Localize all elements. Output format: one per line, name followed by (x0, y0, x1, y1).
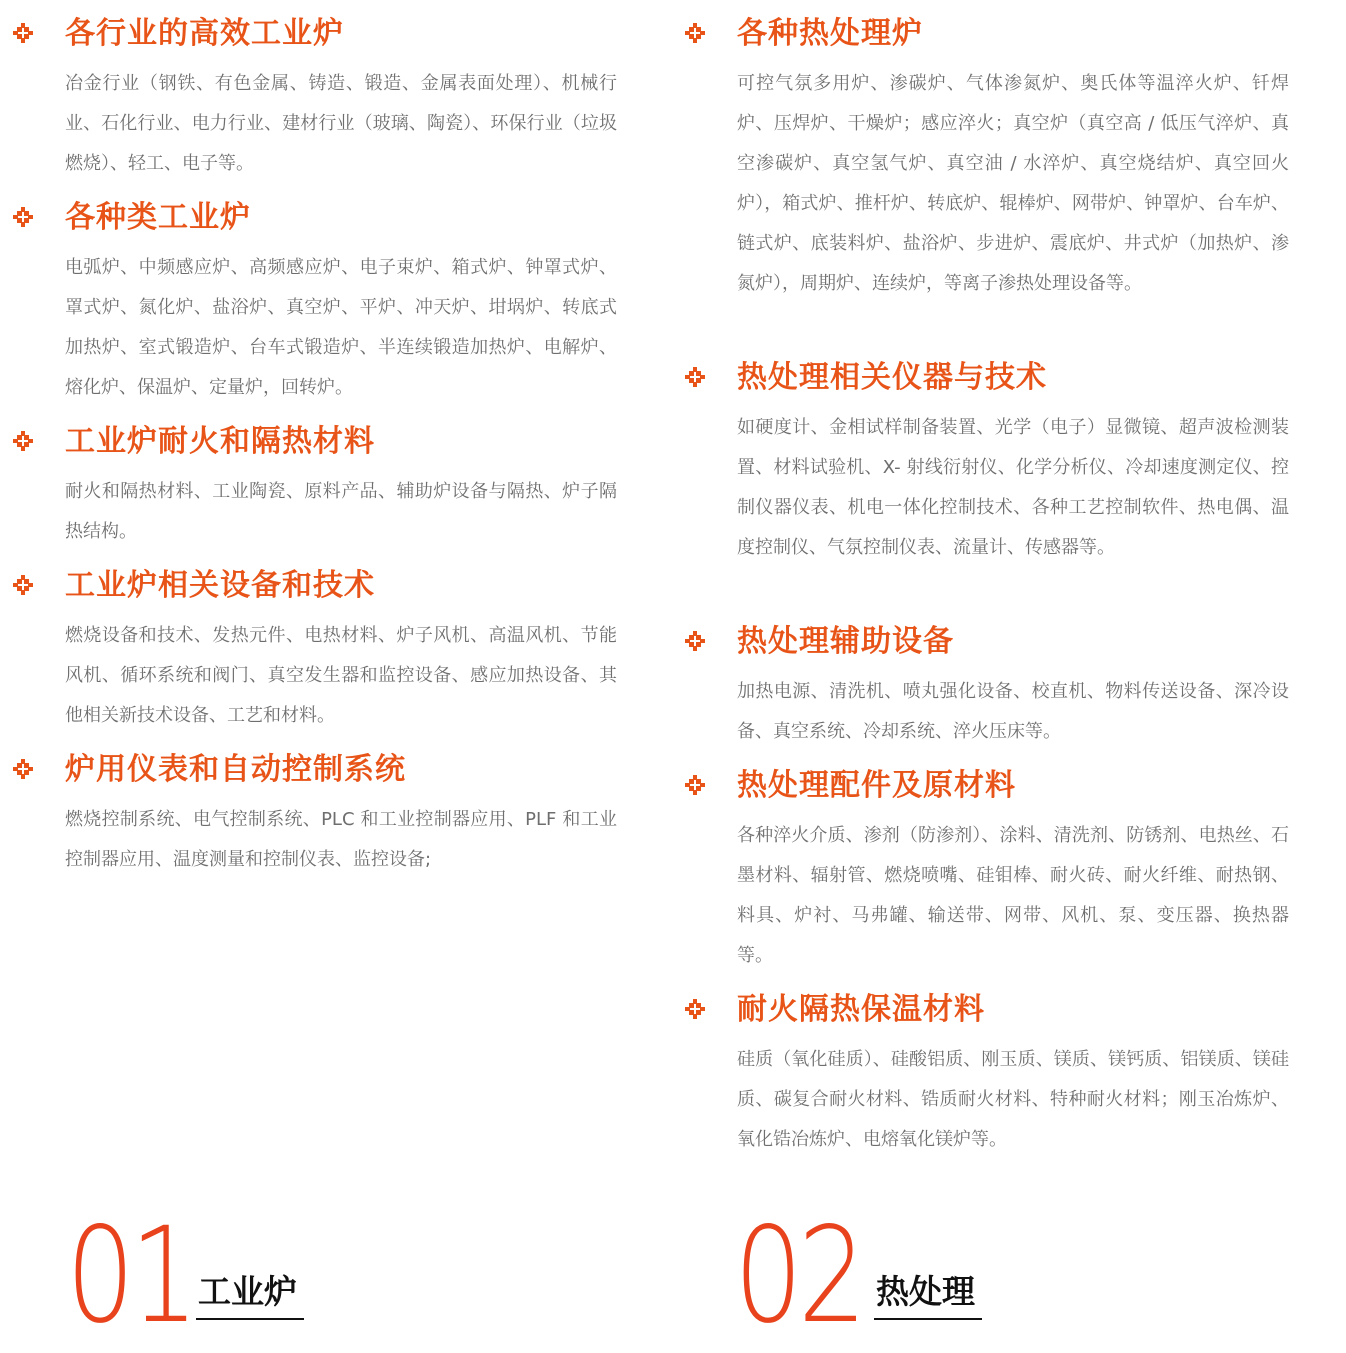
section-title: 热处理配件及原材料 (737, 768, 1016, 803)
section-text: 硅质（氧化硅质）、硅酸铝质、刚玉质、镁质、镁钙质、铝镁质、镁硅质、碳复合耐火材料、锆质耐火材料、特种耐火材料；刚玉冶炼炉、氧化锆冶炼炉、电熔氧化镁炉等。 (737, 1049, 1289, 1150)
footer-category-2 (734, 1199, 1004, 1353)
category-label: 热处理 (876, 1272, 975, 1311)
section-text: 冶金行业（钢铁、有色金属、铸造、锻造、金属表面处理）、机械行业、石化行业、电力行业、建材行业（玻璃、陶瓷）、环保行业（垃圾燃烧）、轻工、电子等。 (65, 73, 617, 174)
orange-asterisk-icon (684, 22, 706, 44)
orange-asterisk-icon (12, 430, 34, 452)
section-left-2 (0, 200, 660, 400)
category-underline (196, 1318, 304, 1320)
section-right-1 (672, 16, 1322, 336)
section-text: 燃烧控制系统、电气控制系统、PLC 和工业控制器应用、PLF 和工业控制器应用、温度测量和控制仪表、监控设备; (65, 809, 617, 870)
section-left-5 (0, 752, 660, 872)
section-left-4 (0, 568, 660, 728)
orange-asterisk-icon (12, 206, 34, 228)
section-right-3 (672, 624, 1322, 744)
section-title: 工业炉相关设备和技术 (65, 568, 375, 603)
section-text: 电弧炉、中频感应炉、高频感应炉、电子束炉、箱式炉、钟罩式炉、罩式炉、氮化炉、盐浴炉、真空炉、平炉、冲天炉、坩埚炉、转底式加热炉、室式锻造炉、台车式锻造炉、半连续锻造加热炉、电解炉、熔化炉、保温炉、定量炉，回转炉。 (65, 257, 617, 398)
section-title: 各种热处理炉 (737, 16, 923, 51)
orange-asterisk-icon (684, 998, 706, 1020)
section-right-5 (672, 992, 1322, 1152)
orange-asterisk-icon (684, 630, 706, 652)
section-text: 加热电源、清洗机、喷丸强化设备、校直机、物料传送设备、深冷设备、真空系统、冷却系统、淬火压床等。 (737, 681, 1289, 742)
section-title: 热处理辅助设备 (737, 624, 954, 659)
category-underline (874, 1318, 982, 1320)
section-text: 可控气氛多用炉、渗碳炉、气体渗氮炉、奥氏体等温淬火炉、钎焊炉、压焊炉、干燥炉；感应淬火；真空炉（真空高 / 低压气淬炉、真空渗碳炉、真空氢气炉、真空油 / 水淬炉、真空烧结炉、真空回火炉），箱式炉、推杆炉、转底炉、辊棒炉、网带炉、钟罩炉、台车炉、链式炉、底装料炉、盐浴炉、步进炉、震底炉、井式炉（加热炉、渗氮炉），周期炉、连续炉，等离子渗热处理设备等。 (737, 73, 1289, 294)
orange-asterisk-icon (684, 774, 706, 796)
category-number: 02 (734, 1199, 862, 1353)
section-left-3 (0, 424, 660, 544)
section-text: 耐火和隔热材料、工业陶瓷、原料产品、辅助炉设备与隔热、炉子隔热结构。 (65, 481, 617, 542)
section-text: 如硬度计、金相试样制备装置、光学（电子）显微镜、超声波检测装置、材料试验机、X- 射线衍射仪、化学分析仪、冷却速度测定仪、控制仪器仪表、机电一体化控制技术、各种工艺控制软件、热电偶、温度控制仪、气氛控制仪表、流量计、传感器等。 (737, 417, 1289, 558)
orange-asterisk-icon (12, 22, 34, 44)
section-right-4 (672, 768, 1322, 968)
section-text: 各种淬火介质、渗剂（防渗剂）、涂料、清洗剂、防锈剂、电热丝、石墨材料、辐射管、燃烧喷嘴、硅钼棒、耐火砖、耐火纤维、耐热钢、料具、炉衬、马弗罐、输送带、网带、风机、泵、变压器、换热器等。 (737, 825, 1289, 966)
section-title: 耐火隔热保温材料 (737, 992, 985, 1027)
section-title: 工业炉耐火和隔热材料 (65, 424, 375, 459)
section-right-2 (672, 360, 1322, 600)
section-title: 炉用仪表和自动控制系统 (65, 752, 406, 787)
orange-asterisk-icon (684, 366, 706, 388)
footer-category-1 (66, 1199, 326, 1353)
orange-asterisk-icon (12, 758, 34, 780)
section-text: 燃烧设备和技术、发热元件、电热材料、炉子风机、高温风机、节能风机、循环系统和阀门、真空发生器和监控设备、感应加热设备、其他相关新技术设备、工艺和材料。 (65, 625, 617, 726)
section-title: 各种类工业炉 (65, 200, 251, 235)
section-title: 热处理相关仪器与技术 (737, 360, 1047, 395)
category-label: 工业炉 (198, 1272, 297, 1311)
category-number: 01 (66, 1199, 194, 1353)
section-title: 各行业的高效工业炉 (65, 16, 344, 51)
section-left-1 (0, 16, 660, 176)
orange-asterisk-icon (12, 574, 34, 596)
